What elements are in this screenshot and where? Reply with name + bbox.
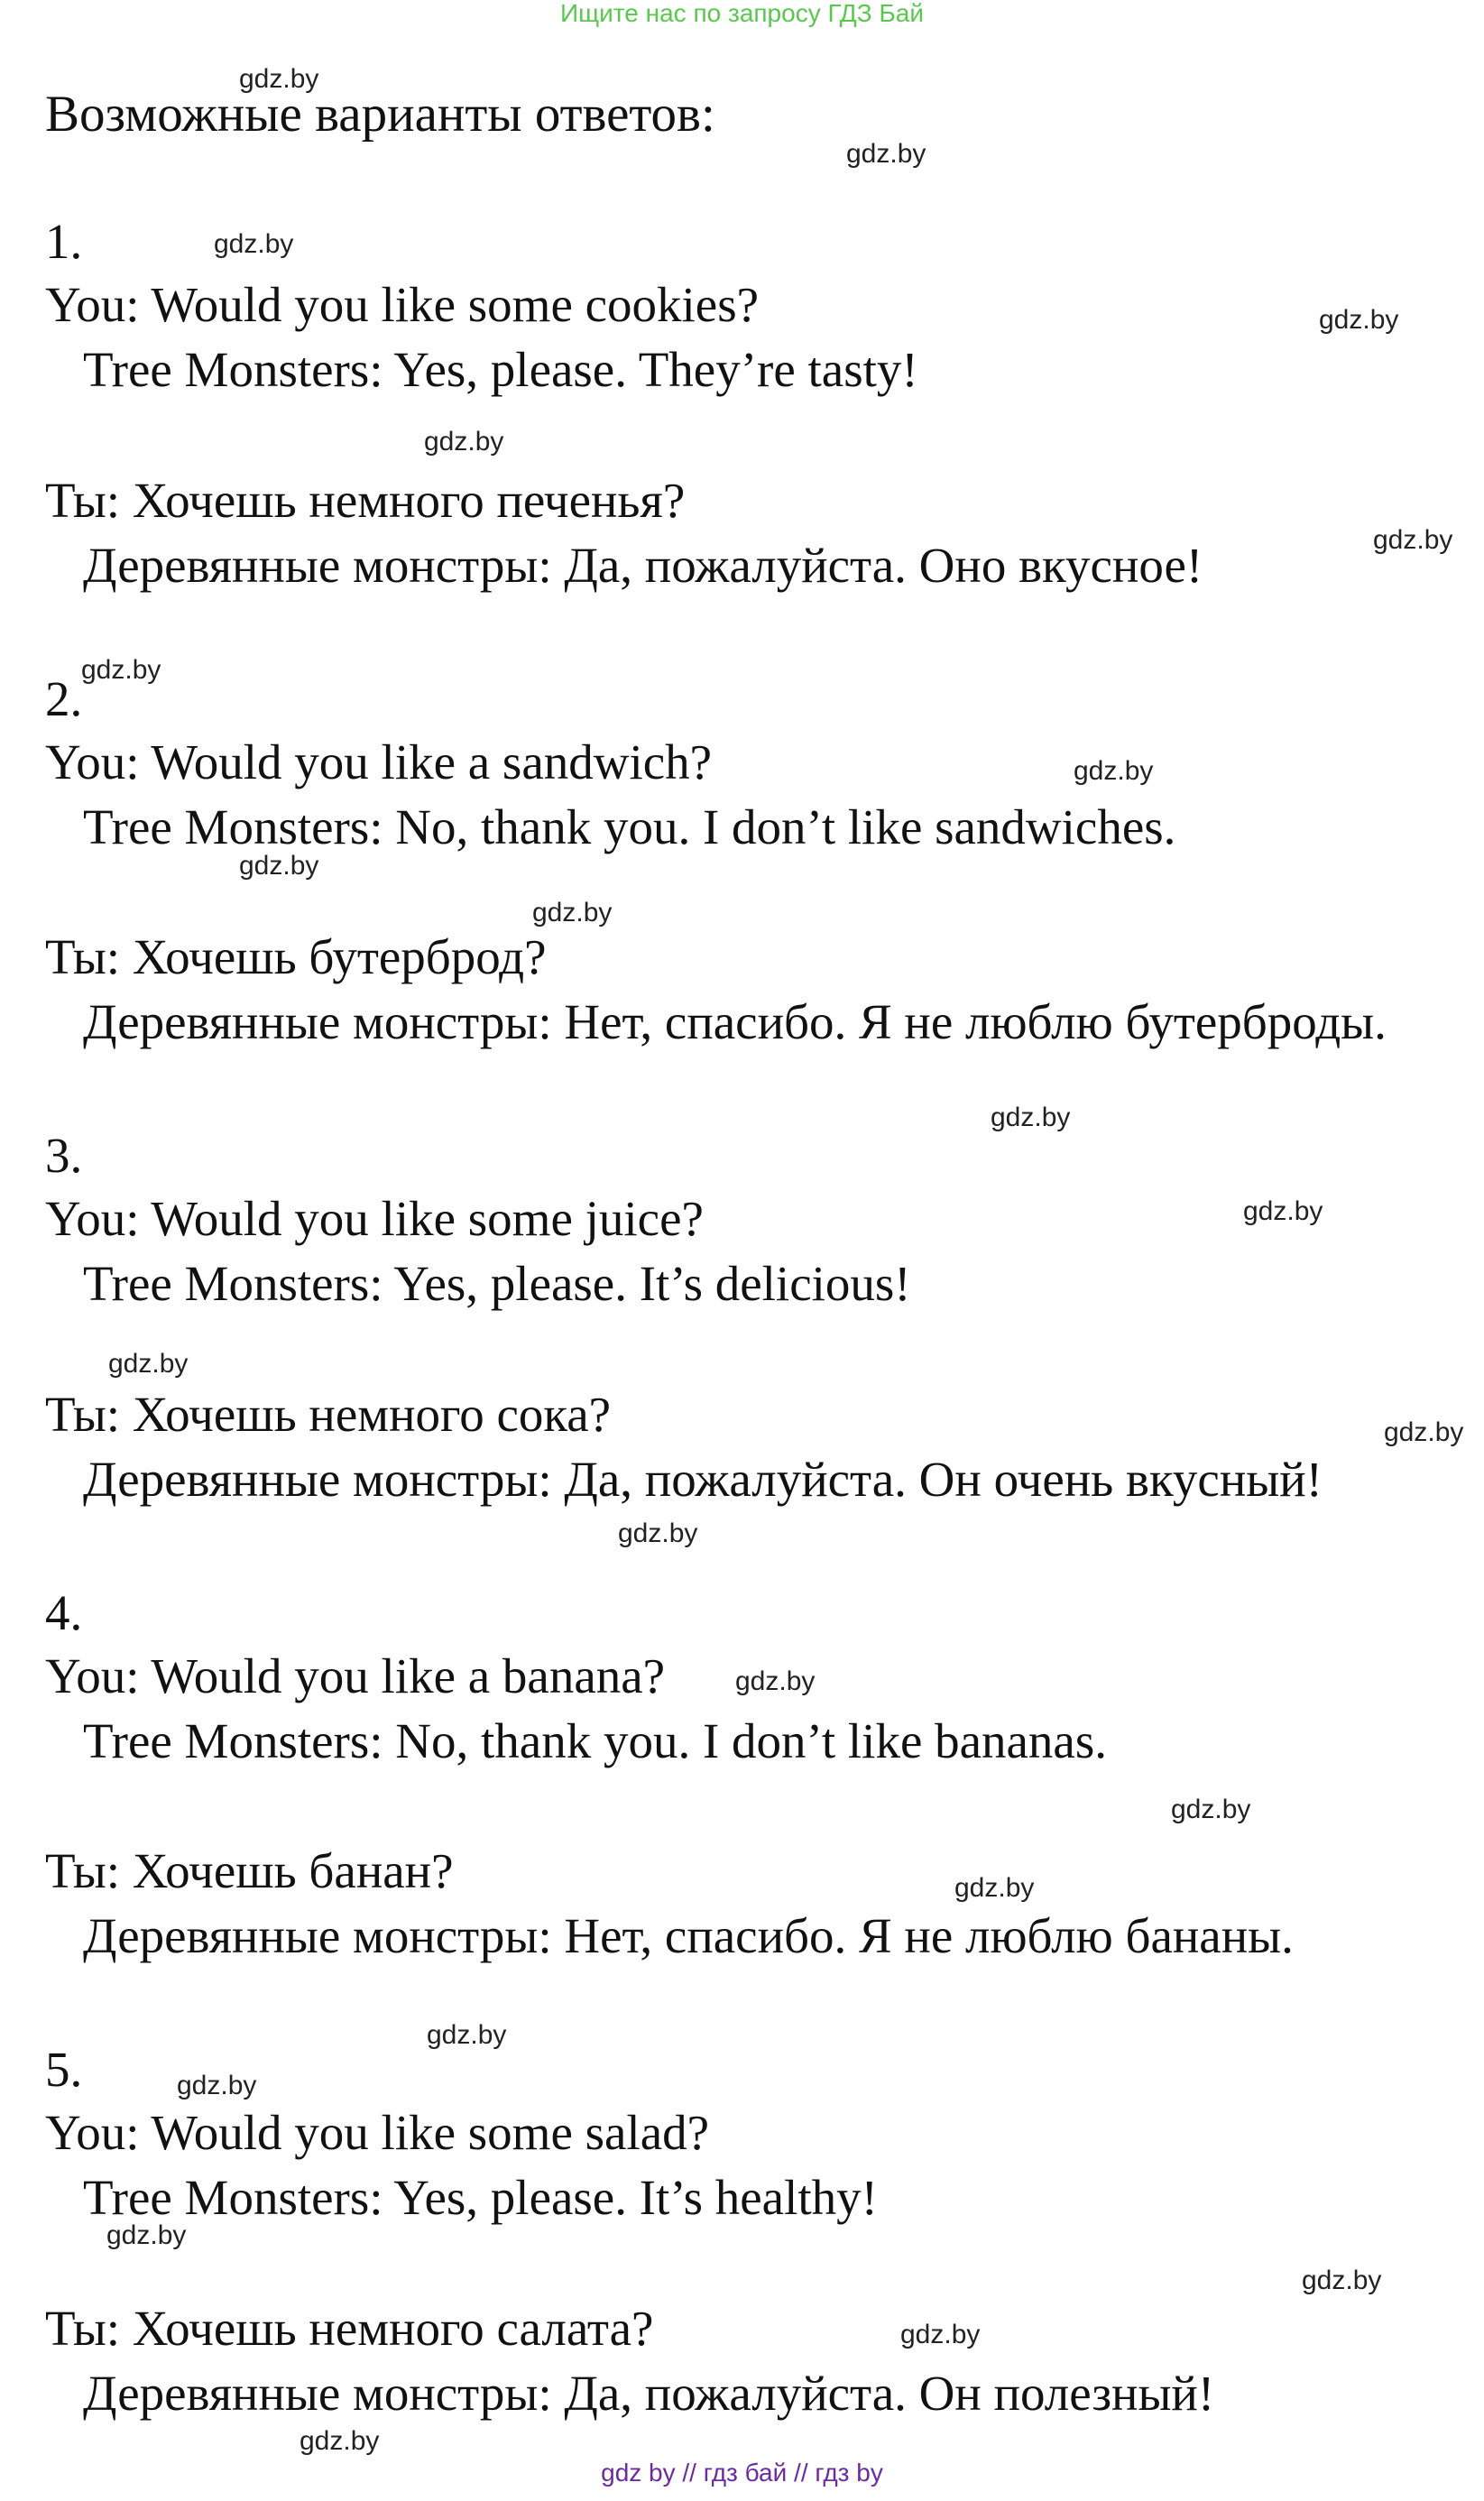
answer-ru-you: Ты: Хочешь немного печенья? xyxy=(45,473,686,528)
answer-ru-tree-monsters: Деревянные монстры: Да, пожалуйста. Он полезный! xyxy=(83,2366,1215,2421)
watermark: gdz.by xyxy=(108,1349,189,1379)
answer-ru-tree-monsters: Деревянные монстры: Да, пожалуйста. Он очень вкусный! xyxy=(83,1452,1323,1507)
answer-en-tree-monsters: Tree Monsters: Yes, please. It’s delicious! xyxy=(83,1256,911,1311)
watermark: gdz.by xyxy=(1373,525,1453,555)
watermark: gdz.by xyxy=(106,2220,187,2250)
watermark: gdz.by xyxy=(735,1666,816,1696)
page-heading: Возможные варианты ответов: xyxy=(45,86,715,143)
watermark: gdz.by xyxy=(239,851,319,881)
watermark: gdz.by xyxy=(954,1873,1035,1903)
answer-number: 4. xyxy=(45,1585,83,1640)
watermark: gdz.by xyxy=(532,898,613,927)
answer-en-you: You: Would you like a banana? xyxy=(45,1648,666,1703)
watermark: gdz.by xyxy=(424,427,504,457)
answer-ru-you: Ты: Хочешь бутерброд? xyxy=(45,929,547,984)
answer-ru-tree-monsters: Деревянные монстры: Нет, спасибо. Я не люблю бутерброды. xyxy=(83,994,1387,1049)
watermark: gdz.by xyxy=(81,655,161,685)
answer-en-you: You: Would you like some salad? xyxy=(45,2105,710,2160)
watermark: gdz.by xyxy=(900,2320,981,2349)
top-banner: Ищите нас по запросу ГДЗ Бай xyxy=(559,0,925,27)
answer-en-tree-monsters: Tree Monsters: Yes, please. It’s healthy! xyxy=(83,2170,878,2225)
answer-en-you: You: Would you like some juice? xyxy=(45,1191,704,1246)
watermark: gdz.by xyxy=(846,139,926,169)
watermark: gdz.by xyxy=(618,1518,698,1548)
answer-number: 3. xyxy=(45,1128,83,1183)
watermark: gdz.by xyxy=(991,1103,1071,1132)
watermark: gdz.by xyxy=(239,64,319,94)
watermark: gdz.by xyxy=(427,2020,507,2050)
watermark: gdz.by xyxy=(1319,305,1399,335)
watermark: gdz.by xyxy=(1171,1795,1251,1824)
answer-en-tree-monsters: Tree Monsters: No, thank you. I don’t like bananas. xyxy=(83,1713,1107,1768)
answer-ru-you: Ты: Хочешь немного салата? xyxy=(45,2301,654,2356)
answer-en-you: You: Would you like some cookies? xyxy=(45,277,760,332)
watermark: gdz.by xyxy=(1243,1196,1323,1226)
watermark: gdz.by xyxy=(300,2426,380,2456)
answer-en-tree-monsters: Tree Monsters: Yes, please. They’re tasty! xyxy=(83,342,918,397)
answer-number: 5. xyxy=(45,2042,83,2097)
answer-ru-tree-monsters: Деревянные монстры: Нет, спасибо. Я не люблю бананы. xyxy=(83,1908,1294,1963)
watermark: gdz.by xyxy=(1302,2266,1382,2295)
watermark: gdz.by xyxy=(177,2071,257,2100)
footer-links: gdz by // гдз бай // гдз by xyxy=(601,2459,883,2487)
answer-number: 1. xyxy=(45,214,83,269)
watermark: gdz.by xyxy=(214,229,294,259)
answer-ru-you: Ты: Хочешь банан? xyxy=(45,1843,454,1898)
answer-ru-you: Ты: Хочешь немного сока? xyxy=(45,1387,612,1442)
answer-en-tree-monsters: Tree Monsters: No, thank you. I don’t like sandwiches. xyxy=(83,799,1176,854)
watermark: gdz.by xyxy=(1384,1417,1464,1447)
watermark: gdz.by xyxy=(1074,756,1154,786)
answer-number: 2. xyxy=(45,671,83,726)
answer-en-you: You: Would you like a sandwich? xyxy=(45,734,713,789)
answer-ru-tree-monsters: Деревянные монстры: Да, пожалуйста. Оно вкусное! xyxy=(83,538,1203,593)
